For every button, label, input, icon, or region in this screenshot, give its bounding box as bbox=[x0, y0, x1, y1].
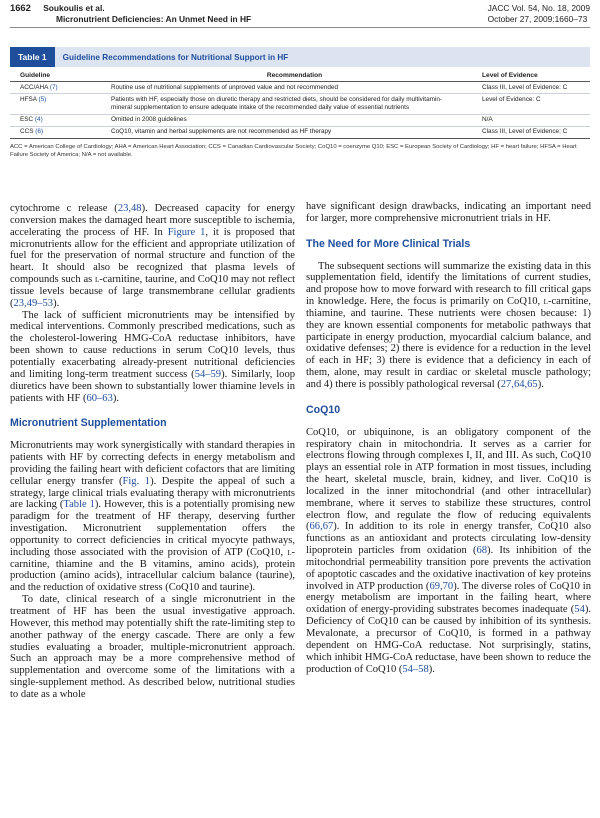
figure-link[interactable]: Figure 1 bbox=[167, 226, 206, 238]
reference-link[interactable]: (7) bbox=[49, 83, 58, 91]
recommendation-cell: Routine use of nutritional supplements of unproved value and not recommended bbox=[111, 83, 339, 91]
table-title: Guideline Recommendations for Nutritional Support in HF bbox=[62, 52, 289, 62]
guideline-cell bbox=[10, 128, 107, 136]
level-cell: N/A bbox=[482, 116, 493, 124]
guideline-cell bbox=[10, 96, 107, 112]
guideline-cell bbox=[10, 84, 107, 92]
guideline-table bbox=[10, 47, 590, 159]
guideline-cell bbox=[10, 116, 107, 124]
journal-volume: JACC Vol. 54, No. 18, 2009 bbox=[487, 3, 590, 13]
citation-link[interactable]: 60–63 bbox=[86, 392, 113, 404]
table-row bbox=[10, 94, 590, 114]
figure-link[interactable]: Fig. 1 bbox=[122, 475, 151, 487]
column-header-guideline: Guideline bbox=[20, 72, 51, 79]
section-heading-coq10: CoQ10 bbox=[306, 403, 341, 416]
table-number: Table 1 bbox=[10, 47, 55, 67]
page-number: 1662 bbox=[10, 2, 31, 13]
citation-link[interactable]: 23,48 bbox=[117, 203, 142, 214]
table-column-headers bbox=[10, 67, 590, 82]
recommendation-cell: CoQ10, vitamin and herbal supplements are not recommended as HF therapy bbox=[111, 128, 332, 136]
guideline-name: ESC bbox=[20, 116, 34, 124]
paragraph: CoQ10, or ubiquinone, is an obligatory component of the respiratory chain in mitochondria. It serves as a carrier for electrons flowing through complexes I, II, and III. As such, CoQ10 plays an essential role in ATP formation in most tissues, including the heart, skeletal muscle, brain, kidney, and liver. CoQ10 is localized in the inner mitochondrial (and other intracellular) membrane, where it serves to stabilize these structures, control electron flow, and regulate the flow of reducing equivalents (66,67). In addition to its role in energy transfer, CoQ10 also functions as an antioxidant and protects circulating low-density lipoprotein particles from oxidation (68). Its inhibition of the mitochondrial permeability transition pore prevents the activation of apoptotic cascades and the oxidative inactivation of key proteins involved in ATP production (69,70). The diverse roles of CoQ10 in energy metabolism are important in the failing heart, where oxidation of energy-providing substrates becomes inadequate (54). Deficiency of CoQ10 can be caused by inhibition of its synthesis. Mevalonate, a precursor of CoQ10, is formed in a pathway dependent on HMG-CoA reductase. Not surprisingly, statins, which inhibit HMG-CoA reductase, have been shown to reduce the production of CoQ10 (54–58). bbox=[306, 426, 592, 675]
guideline-name: ACC/AHA bbox=[20, 83, 49, 91]
authors: Soukoulis et al. bbox=[43, 3, 105, 13]
recommendation-cell: Omitted in 2008 guidelines bbox=[111, 116, 187, 124]
citation-link[interactable]: 54–58 bbox=[402, 663, 429, 675]
paragraph: have significant design drawbacks, indicating an important need for larger, more comprehensive micronutrient trials in HF. bbox=[306, 201, 591, 224]
citation-link[interactable]: 23,49–53 bbox=[13, 297, 54, 309]
level-cell: Level of Evidence: C bbox=[482, 95, 541, 103]
header-rule bbox=[10, 27, 590, 28]
table-footnote: ACC = American College of Cardiology; AHA = American Heart Association; CCS = Canadian Cardiovascular Society; CoQ10 = coenzyme Q10; ESC = European Society of Cardiology; HF = heart failure; HFSA = Heart Failure Society of America; N/A = not available. bbox=[10, 144, 577, 159]
level-cell: Class III, Level of Evidence: C bbox=[482, 128, 568, 136]
citation-link[interactable]: 54 bbox=[574, 604, 585, 616]
citation-link[interactable]: 54–59 bbox=[194, 368, 222, 380]
recommendation-cell: Patients with HF, especially those on diuretic therapy and restricted diets, should be considered for daily multivitamin-mineral supplementation to ensure adequate intake of the recommended daily value of essential nutrients bbox=[111, 95, 443, 111]
running-title: Micronutrient Deficiencies: An Unmet Need in HF bbox=[56, 13, 252, 24]
paragraph: To date, clinical research of a single micronutrient in the treatment of HF has been the usual investigative approach. However, this method may potentially shift the rate-limiting step to another pathway of the energy cascade. There are only a few studies evaluating a broader, multiple-micronutrient approach. Such an approach may be a more comprehensive method of supplementation and overcome some of the limitations with a single-supplement method. As described below, nutritional studies to date as a whole bbox=[10, 594, 295, 700]
column-header-recommendation: Recommendation bbox=[266, 72, 323, 79]
table-row bbox=[10, 115, 590, 127]
paragraph: The lack of sufficient micronutrients may be intensified by medical interventions. Commonly prescribed medications, such as the cholesterol-lowering HMG-CoA reductase inhibitors, have been shown to cause reductions in serum CoQ10 levels, thus potentially exacerbating already-present nutritional deficiencies and limiting long-term treatment success (54–59). Similarly, loop diuretics have been shown to substantially lower thiamine levels in patients with HF (60–63). bbox=[10, 309, 295, 404]
paragraph: The subsequent sections will summarize the existing data in this supplementation field, identify the limitations of current studies, and propose how to move forward with research to fill critical gaps in knowledge. Here, the focus is primarily on CoQ10, l-carnitine, thiamine, and taurine. These nutrients were chosen because: 1) they are known essential components for metabolic pathways that participate in energy production, myocardial calcium balance, and oxidative defenses; 2) there is evidence for a reduction in the level of each in HF; 3) there is evidence that a deficiency in each of them, alone, may result in cardiac or skeletal muscle pathology; and 4) there is possibly pathological reversal (27,64,65). bbox=[306, 260, 591, 390]
journal-date-pages: October 27, 2009:1660–73 bbox=[487, 13, 588, 24]
paragraph: cytochrome c release (23,48). Decreased capacity for energy conversion makes the damaged heart more susceptible to ischemia, accelerating the process of HF. In Figure 1, it is proposed that micronutrients allow for the efficient and appropriate utilization of fuel for the preservation of normal structure and function of the heart. It should also be recognized that plasma levels of compounds such as l-carnitine, taurine, and CoQ10 may not reflect tissue levels because of large transmembrane cellular gradients (23,49–53). bbox=[10, 203, 296, 309]
citation-link[interactable]: 69,70 bbox=[429, 580, 454, 592]
citation-link[interactable]: 66,67 bbox=[309, 521, 334, 533]
table-row bbox=[10, 127, 590, 139]
running-header-left bbox=[10, 3, 251, 24]
reference-link[interactable]: (6) bbox=[35, 128, 44, 136]
running-header-right bbox=[488, 3, 590, 24]
guideline-name: HFSA bbox=[20, 95, 37, 103]
table-header-bar bbox=[10, 47, 590, 67]
reference-link[interactable]: (5) bbox=[38, 95, 47, 103]
section-heading-supplementation: Micronutrient Supplementation bbox=[10, 417, 167, 430]
section-heading-clinical-trials: The Need for More Clinical Trials bbox=[306, 237, 471, 250]
left-column bbox=[10, 203, 295, 701]
citation-link[interactable]: 68 bbox=[476, 545, 488, 557]
reference-link[interactable]: (4) bbox=[34, 116, 43, 124]
table-link[interactable]: Table 1 bbox=[63, 499, 95, 511]
paragraph: Micronutrients may work synergistically with standard therapies in patients with HF by correcting defects in energy metabolism and providing the failing heart with deficient cofactors that are limiting cellular energy transfer (Fig. 1). Despite the appeal of such a strategy, large clinical trials evaluating therapy with micronutrients are lacking (Table 1). However, this is a potentially promising new paradigm for the treatment of HF therapy, deserving further investigation. Micronutrient supplementation offers the opportunity to correct deficiencies in critical myocyte pathways, including those associated with the provision of ATP (CoQ10, l-carnitine, thiamine and the B vitamins, amino acids), protein production (amino acids), intracellular calcium balance (taurine), and the reduction of oxidative stress (CoQ10 and taurine). bbox=[10, 440, 295, 594]
column-header-level: Level of Evidence bbox=[482, 72, 538, 79]
citation-link[interactable]: 27,64,65 bbox=[500, 378, 538, 390]
table-row bbox=[10, 82, 590, 94]
guideline-name: CCS bbox=[20, 128, 34, 136]
right-column bbox=[306, 201, 591, 675]
level-cell: Class III, Level of Evidence: C bbox=[482, 83, 568, 91]
